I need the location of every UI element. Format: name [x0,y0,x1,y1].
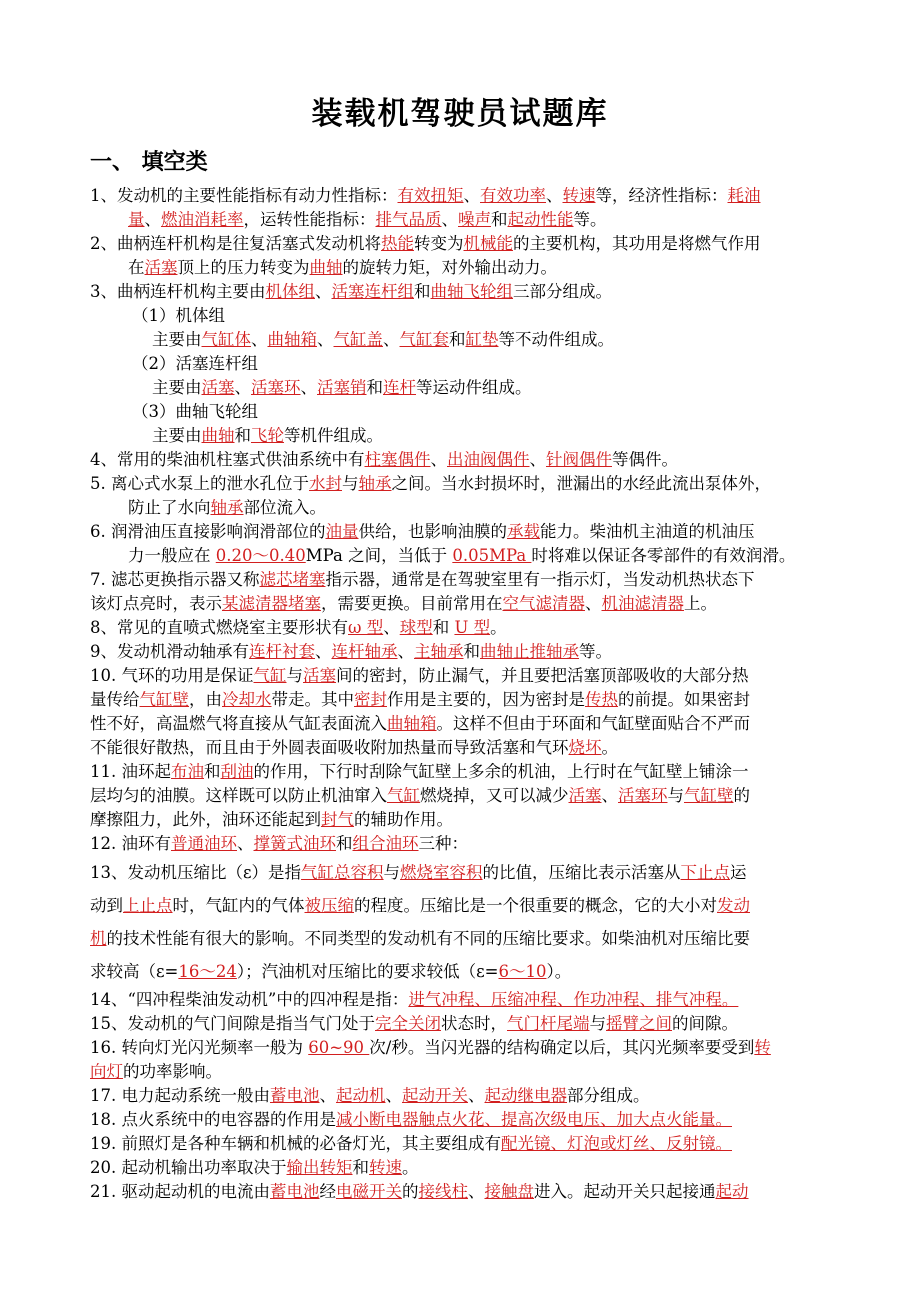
question-text: 、 [397,642,414,661]
question-text: 、 [546,186,563,205]
text-line [90,1180,830,1204]
text-line [90,640,830,664]
text-line [90,208,830,232]
list-item [90,856,830,988]
list-item [90,280,830,304]
question-text: 、 [237,834,254,853]
answer-blank: 转速 [562,186,596,205]
answer-blank: 连杆 [383,378,416,397]
answer-blank: 起动性能 [507,210,574,229]
answer-blank: 0.20～0.40 [215,546,306,565]
answer-blank: 减小断电器触点火花、提高次级电压、加大点火能量。 [336,1110,732,1129]
text-line [90,256,830,280]
text-line [90,280,830,304]
answer-blank: 量 [128,210,145,229]
answer-blank: 下止点 [680,863,731,882]
question-text: 求较高（ε= [90,962,179,981]
question-text: 和 [414,282,431,301]
answer-blank: 向灯 [90,1062,123,1081]
subsection-body [90,424,830,448]
question-text: 转变为 [414,234,464,253]
list-item [90,448,830,472]
answer-blank: 活塞 [568,786,602,805]
question-text: 。这样不但由于环面和气缸壁面贴合不严而 [436,714,750,733]
question-text: 5. 离心式水泵上的泄水孔位于 [90,474,309,493]
question-text: 的旋转力矩，对外输出动力。 [342,258,557,277]
answer-blank: 气缸 [387,786,420,805]
question-text: 的间隙。 [672,1014,738,1033]
answer-blank: 电磁开关 [336,1182,402,1201]
question-text: 。 [402,1158,419,1177]
question-text: 和 [366,378,383,397]
question-text: 14、“四冲程柴油发动机”中的四冲程是指： [90,990,409,1009]
answer-blank: 活塞 [201,378,235,397]
answer-blank: 某滤清器堵塞 [222,594,321,613]
answer-blank: 摇臂之间 [606,1014,672,1033]
answer-blank: 气缸体 [201,330,251,349]
answer-blank: 转速 [369,1158,402,1177]
answer-blank: 进气冲程、压缩冲程、作功冲程、排气冲程。 [408,990,739,1009]
question-text: 、 [601,786,618,805]
answer-blank: 活塞环 [618,786,668,805]
list-item [90,640,830,664]
answer-blank: 连杆轴承 [331,642,398,661]
answer-blank: 气缸总容积 [301,863,384,882]
answer-blank: 曲轴止推轴承 [480,642,579,661]
list-item [90,352,830,400]
answer-blank: 刮油 [220,762,254,781]
answer-blank: 传热 [585,690,618,709]
list-item [90,616,830,640]
answer-blank: 柱塞偶件 [364,450,431,469]
answer-blank: 气缸盖 [333,330,383,349]
answer-blank: 空气滤清器 [502,594,585,613]
question-text: ，由 [189,690,222,709]
answer-blank: 排气品质 [375,210,442,229]
question-text: 顶上的压力转变为 [177,258,310,277]
answer-blank: 普通油环 [171,834,237,853]
question-text: 部分组成。 [567,1086,650,1105]
text-line [90,232,830,256]
text-line [90,1132,830,1156]
answer-blank: 蓄电池 [270,1086,320,1105]
text-line [90,520,830,544]
list-item [90,520,830,568]
question-text: 的前提。如果密封 [618,690,750,709]
text-line [90,988,830,1012]
question-text: 13、发动机压缩比（ε）是指 [90,863,302,882]
question-text: 能力。柴油机主油道的机油压 [540,522,755,541]
answer-blank: 起动开关 [402,1086,468,1105]
answer-blank: 组合油环 [352,834,419,853]
question-text: 、 [529,450,546,469]
question-text: 的辅助作用。 [354,810,453,829]
question-text: 和 [463,642,480,661]
question-text: 指示器，通常是在驾驶室里有一指示灯，当发动机热状态下 [325,570,755,589]
answer-blank: 承载 [507,522,540,541]
text-line [90,592,830,616]
question-text: 。 [601,738,618,757]
page-title: 装载机驾驶员试题库 [311,96,609,132]
answer-blank: 机油滤清器 [601,594,684,613]
question-text: 、 [463,186,480,205]
list-item [90,1180,830,1204]
list-item [90,1036,830,1084]
question-text: 防止了水向 [128,498,211,517]
text-line [90,1108,830,1132]
answer-blank: 燃烧室容积 [400,863,483,882]
question-text: 等不动件组成。 [498,330,614,349]
answer-blank: 活塞 [303,666,336,685]
question-text: 、 [300,378,317,397]
answer-blank: 机 [90,929,107,948]
text-line [90,955,830,988]
answer-blank: 出油阀偶件 [447,450,530,469]
question-text: 不能很好散热，而且由于外圆表面吸收附加热量而导致活塞和气环 [90,738,569,757]
text-line [90,1084,830,1108]
answer-blank: 缸垫 [465,330,499,349]
answer-blank: 布油 [171,762,204,781]
question-text: 和 [234,426,251,445]
answer-blank: 配光镜、灯泡或灯丝、反射镜。 [501,1134,732,1153]
question-text: 9、发动机滑动轴承有 [90,642,249,661]
text-line [90,784,830,808]
question-text: 上。 [684,594,717,613]
subsection-label: （1）机体组 [132,306,225,325]
question-text: 16. 转向灯光闪光频率一般为 [90,1038,309,1057]
answer-blank: 完全关闭 [375,1014,441,1033]
question-text: 进入。起动开关只起接通 [534,1182,716,1201]
question-text: 7. 滤芯更换指示器又称 [90,570,260,589]
question-text: 、 [441,210,458,229]
text-line [90,472,830,496]
question-text: 间的密封，防止漏气，并且要把活塞顶部吸收的大部分热 [336,666,749,685]
question-list [90,184,830,1204]
question-text: 主要由 [152,426,202,445]
question-text: 作用是主要的，因为密封是 [387,690,585,709]
answer-blank: 60~90 [308,1038,370,1057]
answer-blank: 被压缩 [304,896,354,915]
text-line [90,664,830,688]
question-text: 的作用，下行时刮除气缸壁上多余的机油，上行时在气缸壁上铺涂一 [253,762,749,781]
answer-blank: 活塞连杆组 [331,282,414,301]
question-text: 的程度。压缩比是一个很重要的概念，它的大小对 [354,896,717,915]
question-text: 、 [385,1086,402,1105]
answer-blank: 曲轴 [309,258,343,277]
question-text: MPa 之间，当低于 [305,546,453,565]
question-text: 、 [315,642,332,661]
text-line [90,1060,830,1084]
answer-blank: 冷却水 [222,690,272,709]
question-text: 和 [336,834,353,853]
question-text: 量传给 [90,690,140,709]
question-text: 1、发动机的主要性能指标有动力性指标： [90,186,398,205]
answer-blank: 蓄电池 [270,1182,320,1201]
question-text: 的主要机构，其功用是将燃气作用 [513,234,761,253]
answer-blank: 转 [754,1038,771,1057]
question-text: 三部分组成。 [513,282,612,301]
question-text: 6. 润滑油压直接影响润滑部位的 [90,522,326,541]
question-text: 4、常用的柴油机柱塞式供油系统中有 [90,450,365,469]
question-text: 、 [144,210,161,229]
text-line [90,856,830,889]
question-text: 15、发动机的气门间隙是指当气门处于 [90,1014,375,1033]
question-text: 2、曲柄连杆机构是往复活塞式发动机将 [90,234,381,253]
answer-blank: 噪声 [458,210,491,229]
answer-blank: 撑簧式油环 [253,834,336,853]
question-text: 之间。当水封损坏时，泄漏出的水经此流出泵体外， [391,474,771,493]
question-text: 、 [251,330,268,349]
answer-blank: 针阀偶件 [546,450,612,469]
question-text: 10. 气环的功用是保证 [90,666,254,685]
list-item [90,760,830,832]
answer-blank: 主轴承 [414,642,464,661]
question-text: 18. 点火系统中的电容器的作用是 [90,1110,336,1129]
list-item [90,1084,830,1108]
question-text: 摩擦阻力，此外，油环还能起到 [90,810,321,829]
question-text: 部位流入。 [243,498,326,517]
question-text: 在 [128,258,145,277]
text-line [90,688,830,712]
list-item [90,472,830,520]
answer-blank: 气缸 [253,666,287,685]
text-line [90,832,830,856]
text-line [90,922,830,955]
question-text: ）。 [546,962,572,981]
text-line [90,1012,830,1036]
text-line [90,544,830,568]
answer-blank: 机械能 [463,234,513,253]
subsection-label: （2）活塞连杆组 [132,354,258,373]
answer-blank: 球型 [399,618,433,637]
answer-blank: 连杆衬套 [249,642,315,661]
question-text: 等机件组成。 [284,426,383,445]
question-text: ，需要更换。目前常用在 [321,594,503,613]
list-item [90,1156,830,1180]
answer-blank: 接触盘 [484,1182,534,1201]
answer-blank: 发动 [717,896,750,915]
answer-blank: 起动机 [336,1086,386,1105]
question-text: 的功率影响。 [123,1062,222,1081]
answer-blank: 耗油 [727,186,761,205]
question-text: 该灯点亮时，表示 [90,594,222,613]
list-item [90,304,830,352]
list-item [90,832,830,856]
question-text: 时，气缸内的气体 [172,896,305,915]
question-text: 20. 起动机输出功率取决于 [90,1158,287,1177]
question-text: 、 [383,618,400,637]
question-text: 21. 驱动起动机的电流由 [90,1182,270,1201]
answer-blank: 烧坏 [568,738,602,757]
question-text: 的 [733,786,750,805]
question-text: 的 [402,1182,419,1201]
answer-blank: 曲轴箱 [267,330,317,349]
question-text: 、 [234,378,251,397]
question-text: 经 [319,1182,336,1201]
answer-blank: 6～10 [498,962,547,981]
question-text: 等运动件组成。 [416,378,532,397]
answer-blank: 封气 [321,810,354,829]
question-text: 、 [468,1182,485,1201]
question-text: 、 [319,1086,336,1105]
question-text: 与 [667,786,684,805]
list-item [90,664,830,760]
question-text: 、 [430,450,447,469]
question-text: 三种： [418,834,468,853]
text-line [90,448,830,472]
answer-blank: 曲轴 [201,426,235,445]
question-text: 带走。其中 [271,690,354,709]
text-line [90,889,830,922]
text-line [90,1156,830,1180]
list-item [90,232,830,280]
question-text: 8、常见的直喷式燃烧室主要形状有 [90,618,348,637]
list-item [90,184,830,232]
list-item [90,1108,830,1132]
list-item [90,1132,830,1156]
answer-blank: 16～24 [178,962,237,981]
question-text: 等偶件。 [612,450,678,469]
list-item [90,568,830,616]
answer-blank: 活塞 [144,258,178,277]
subsection-body [90,328,830,352]
answer-blank: 活塞环 [251,378,301,397]
question-text: 、 [383,330,400,349]
text-line [90,184,830,208]
text-line [90,808,830,832]
question-text: 供给，也影响油膜的 [358,522,507,541]
question-text: 19. 前照灯是各种车辆和机械的必备灯光，其主要组成有 [90,1134,501,1153]
list-item [90,988,830,1012]
answer-blank: 气门杆尾端 [507,1014,590,1033]
question-text: 力一般应在 [128,546,216,565]
answer-blank: 输出转矩 [286,1158,353,1177]
question-text: 动到 [90,896,123,915]
question-text: 12. 油环有 [90,834,171,853]
question-text: 主要由 [152,378,202,397]
question-text: 与 [342,474,359,493]
question-text: 状态时， [441,1014,507,1033]
question-text: 和 [491,210,508,229]
text-line [90,760,830,784]
question-text: 燃烧掉，又可以减少 [420,786,569,805]
question-text: ，运转性能指标： [243,210,376,229]
answer-blank: 有效扭矩 [397,186,464,205]
text-line [90,712,830,736]
text-line [90,736,830,760]
question-text: 性不好，高温燃气将直接从气缸表面流入 [90,714,387,733]
question-text: 主要由 [152,330,202,349]
answer-blank: 气缸壁 [139,690,189,709]
question-text: 、 [317,330,334,349]
answer-blank: U 型 [454,618,491,637]
answer-blank: 上止点 [123,896,173,915]
answer-blank: 活塞销 [317,378,367,397]
question-text: 17. 电力起动系统一般由 [90,1086,270,1105]
question-text: 与 [589,1014,606,1033]
question-text: ）；汽油机对压缩比的要求较低（ε= [236,962,499,981]
answer-blank: 滤芯堵塞 [259,570,326,589]
question-text: 层均匀的油膜。这样既可以防止机油窜入 [90,786,387,805]
answer-blank: 起动继电器 [484,1086,567,1105]
text-line [90,616,830,640]
question-text: 与 [286,666,303,685]
question-text: 等，经济性指标： [595,186,728,205]
question-text: 、 [468,1086,485,1105]
answer-blank: 气缸套 [399,330,449,349]
answer-blank: 油量 [325,522,359,541]
question-text: 、 [315,282,332,301]
text-line [90,1036,830,1060]
answer-blank: 飞轮 [251,426,284,445]
answer-blank: 轴承 [210,498,244,517]
question-text: 等。 [573,210,607,229]
answer-blank: 轴承 [358,474,392,493]
answer-blank: 气缸壁 [684,786,734,805]
subsection-body [90,376,830,400]
question-text: 和 [352,1158,369,1177]
question-text: 和 [432,618,455,637]
question-text: 等。 [579,642,612,661]
answer-blank: 曲轴飞轮组 [430,282,513,301]
answer-blank: 曲轴箱 [387,714,437,733]
answer-blank: 机体组 [265,282,315,301]
question-text: 、 [585,594,602,613]
answer-blank: 燃油消耗率 [161,210,244,229]
question-text: 。 [490,618,507,637]
list-item [90,400,830,448]
subsection-label: （3）曲轴飞轮组 [132,402,258,421]
answer-blank: 水封 [309,474,342,493]
question-text: 11. 油环起 [90,762,171,781]
question-text: 的比值，压缩比表示活塞从 [482,863,681,882]
list-item [90,1012,830,1036]
question-text: 和 [449,330,466,349]
answer-blank: 0.05MPa [452,546,532,565]
question-text: 的技术性能有很大的影响。不同类型的发动机有不同的压缩比要求。如柴油机对压缩比要 [106,929,750,948]
question-text: 和 [204,762,221,781]
question-text: 运 [730,863,747,882]
answer-blank: 热能 [381,234,414,253]
question-text: 3、曲柄连杆机构主要由 [90,282,266,301]
question-text: 次/秒。当闪光器的结构确定以后，其闪光频率要受到 [369,1038,755,1057]
answer-blank: ω 型 [348,618,384,637]
answer-blank: 起动 [715,1182,749,1201]
text-line [90,568,830,592]
text-line [90,496,830,520]
section-heading: 一、 填空类 [90,149,208,175]
answer-blank: 接线柱 [418,1182,468,1201]
answer-blank: 有效功率 [480,186,546,205]
question-text: 时将难以保证各零部件的有效润滑。 [531,546,796,565]
answer-blank: 密封 [354,690,387,709]
question-text: 与 [383,863,401,882]
